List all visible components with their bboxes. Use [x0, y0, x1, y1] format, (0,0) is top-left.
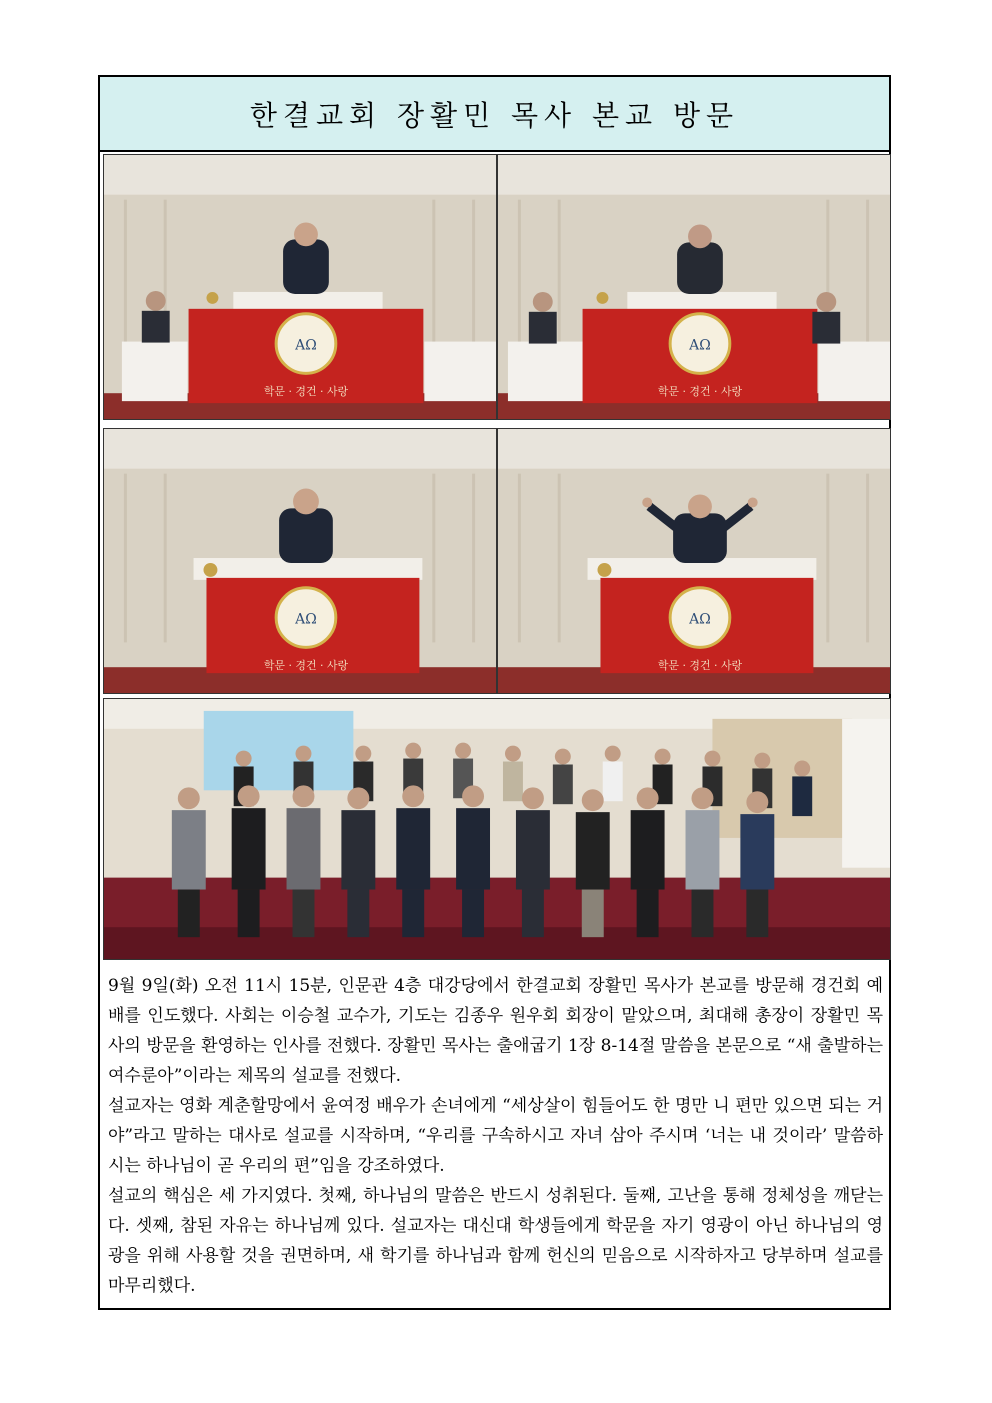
svg-text:AΩ: AΩ: [689, 611, 711, 628]
article-body: [108, 971, 883, 1301]
banner-motto: 학문 · 경건 · 사랑: [263, 385, 349, 399]
banner-motto: 학문 · 경건 · 사랑: [657, 659, 743, 673]
article-frame: [98, 75, 891, 1310]
svg-text:AΩ: AΩ: [295, 337, 317, 354]
photo-pulpit-2: [497, 154, 891, 420]
photo-group: [103, 698, 891, 960]
paragraph-1: 9월 9일(화) 오전 11시 15분, 인문관 4층 대강당에서 한결교회 장활민 목사가 본교를 방문해 경건회 예배를 인도했다. 사회는 이승철 교수가, 기도는 김종우 원우회 회장이 맡았으며, 최대해 총장이 장활민 목사의 방문을 환영하는 인사를 전했다. 장활민 목사는 출애굽기 1장 8-14절 말씀을 본문으로 “새 출발하는 여수룬아”이라는 제목의 설교를 전했다.: [108, 976, 883, 1086]
svg-text:AΩ: AΩ: [689, 337, 711, 354]
paragraph-3: 설교의 핵심은 세 가지였다. 첫째, 하나님의 말씀은 반드시 성취된다. 둘째, 고난을 통해 정체성을 깨닫는다. 셋째, 참된 자유는 하나님께 있다. 설교자는 대신대 학생들에게 학문을 자기 영광이 아닌 하나님의 영광을 위해 사용할 것을 권면하며, 새 학기를 하나님과 함께 헌신의 믿음으로 시작하자고 당부하며 설교를 마무리했다.: [108, 1186, 883, 1296]
photo-pulpit-4: [497, 428, 891, 694]
banner-motto: 학문 · 경건 · 사랑: [657, 385, 743, 399]
banner-motto: 학문 · 경건 · 사랑: [263, 659, 349, 673]
title-bar: [100, 77, 889, 152]
photo-pulpit-1: [103, 154, 497, 420]
svg-text:AΩ: AΩ: [295, 611, 317, 628]
paragraph-2: 설교자는 영화 계춘할망에서 윤여정 배우가 손녀에게 “세상살이 힘들어도 한 명만 니 편만 있으면 되는 거야”라고 말하는 대사로 설교를 시작하며, “우리를 구속하시고 자녀 삼아 주시며 ‘너는 내 것이라’ 말씀하시는 하나님이 곧 우리의 편”임을 강조하였다.: [108, 1096, 883, 1176]
photo-pulpit-3: [103, 428, 497, 694]
page-title: 한결교회 장활민 목사 본교 방문: [249, 98, 740, 132]
